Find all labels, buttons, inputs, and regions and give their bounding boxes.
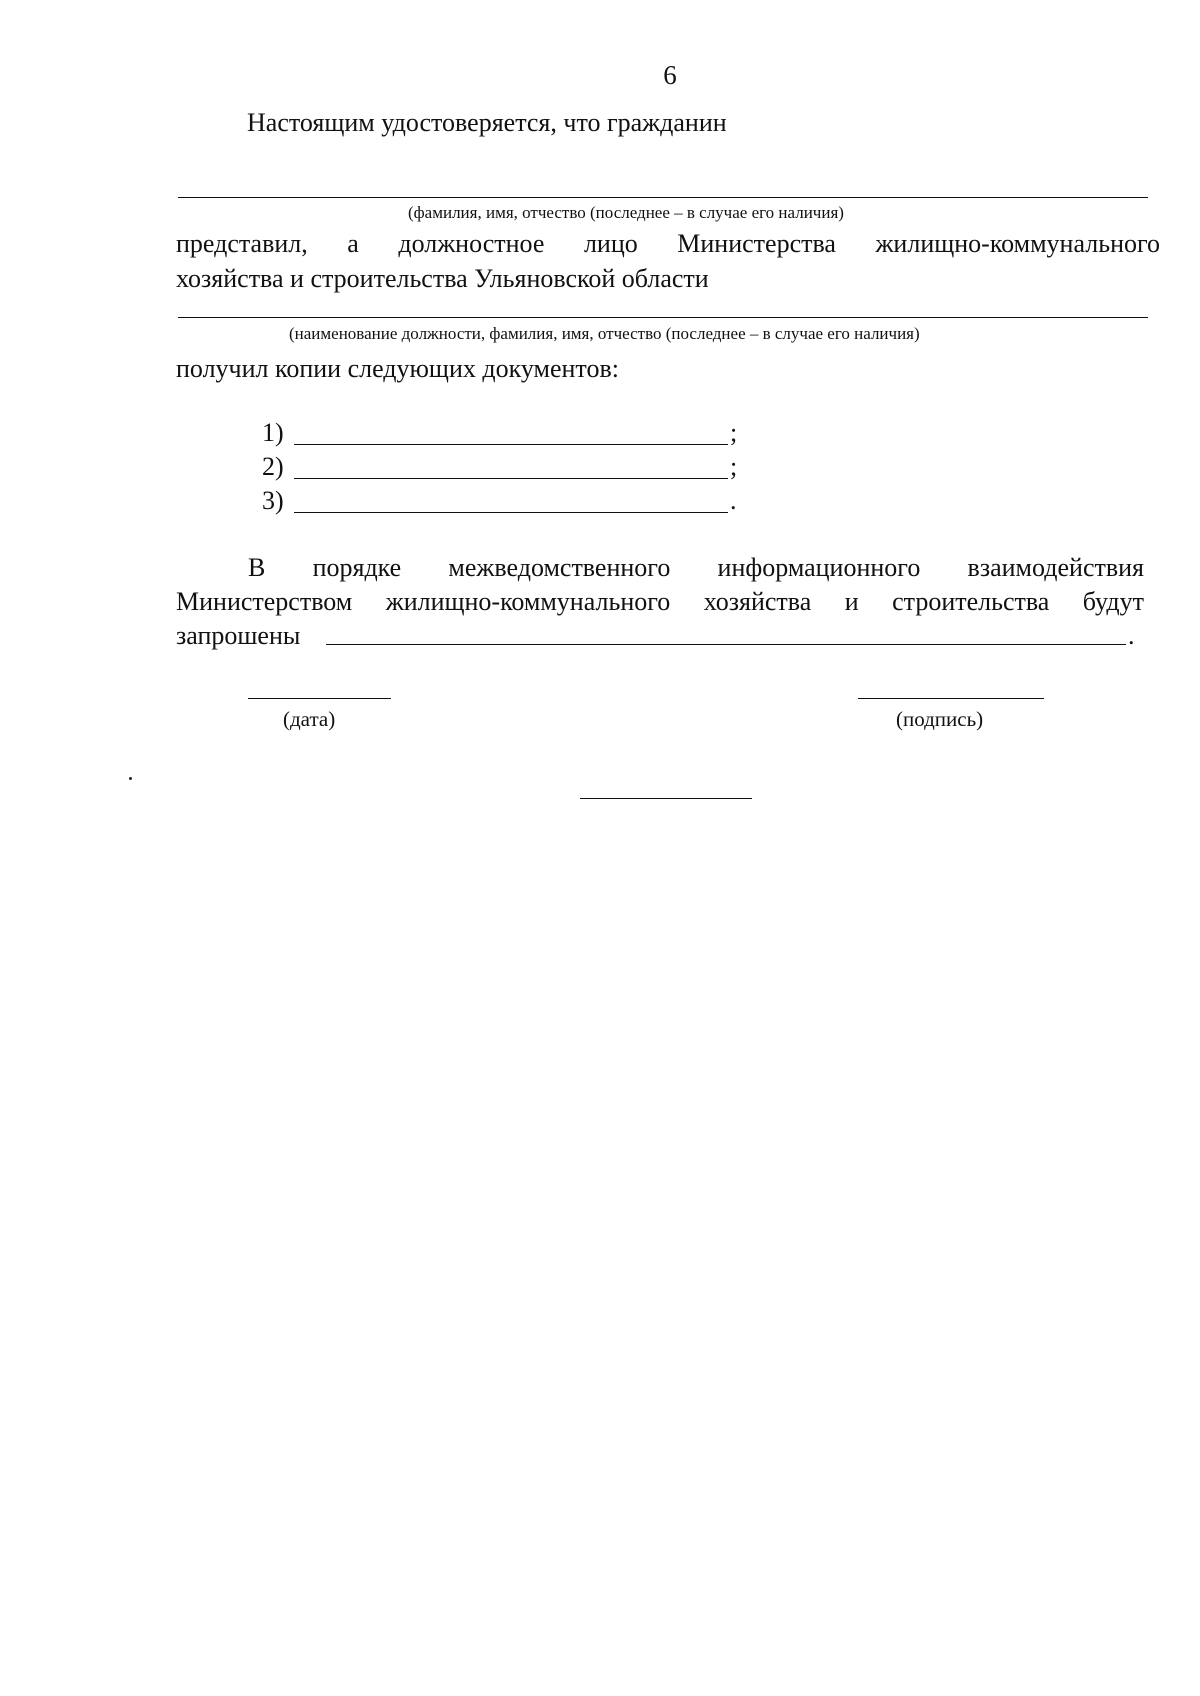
document-item-line xyxy=(294,444,728,445)
end-divider-line xyxy=(580,798,752,799)
date-line xyxy=(248,698,391,699)
stray-dot xyxy=(129,777,132,780)
document-item-end: ; xyxy=(730,418,738,447)
paragraph-2-line-1: В порядке межведомственного информационного взаимодействия xyxy=(248,553,1144,582)
official-name-caption: (наименование должности, фамилия, имя, отчество (последнее – в случае его наличия) xyxy=(289,324,920,343)
paragraph-1-line-1: представил, а должностное лицо Министерства жилищно-коммунального xyxy=(176,229,1160,258)
document-item-line xyxy=(294,512,728,513)
date-caption: (дата) xyxy=(283,707,336,731)
document-item-number: 3) xyxy=(262,486,284,515)
citizen-name-caption: (фамилия, имя, отчество (последнее – в случае его наличия) xyxy=(408,203,844,222)
document-item-line xyxy=(294,478,728,479)
official-name-line xyxy=(178,317,1148,318)
signature-caption: (подпись) xyxy=(896,707,984,731)
document-item-number: 1) xyxy=(262,418,284,447)
paragraph-2-line-2: Министерством жилищно-коммунального хозяйства и строительства будут xyxy=(176,587,1144,616)
paragraph-2-line-3-end: . xyxy=(1128,621,1135,650)
paragraph-2-line-3-prefix: запрошены xyxy=(176,621,301,650)
paragraph-1-line-2: хозяйства и строительства Ульяновской области xyxy=(176,264,709,293)
intro-text: Настоящим удостоверяется, что гражданин xyxy=(247,108,727,137)
document-item-number: 2) xyxy=(262,452,284,481)
received-copies-text: получил копии следующих документов: xyxy=(176,354,619,383)
document-item-end: . xyxy=(730,486,737,515)
signature-line xyxy=(858,698,1044,699)
document-item-end: ; xyxy=(730,452,738,481)
citizen-name-line xyxy=(178,197,1148,198)
page-number: 6 xyxy=(663,60,677,90)
requested-documents-line xyxy=(326,644,1126,645)
